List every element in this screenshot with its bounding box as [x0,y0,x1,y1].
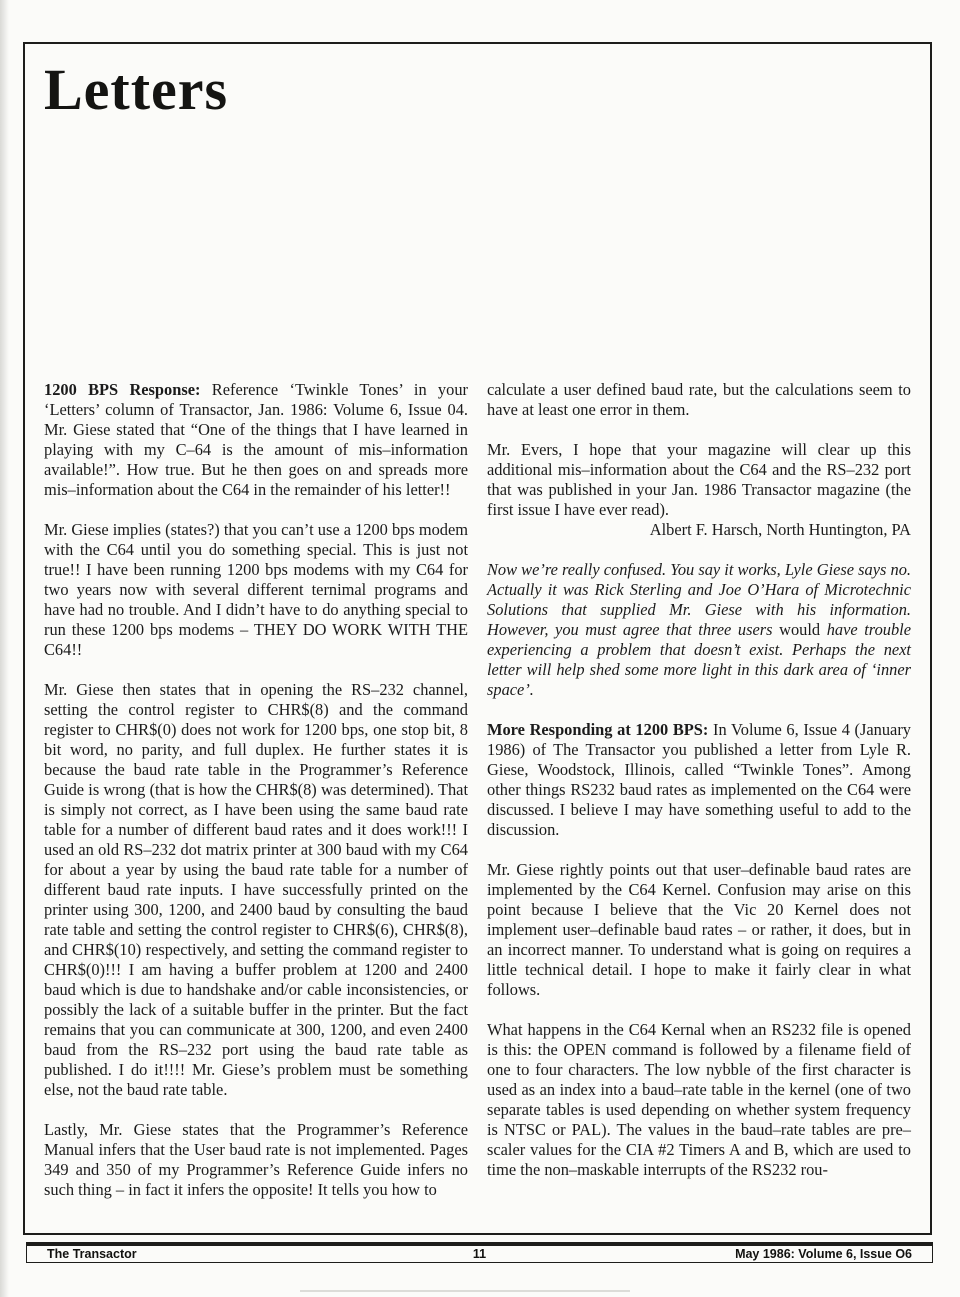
letter2-paragraph-3: What happens in the C64 Kernal when an RS232 file is opened is this: the OPEN command is followed by a filename field of one to four characters. The low nybble of the first character is used as an index into a baud–rate table in the kernel (one of two separate tables is used depending on whether system frequency is NTSC or PAL). The values in the baud–rate tables are pre–scaler values for the CIA #2 Timers A and B, which are used to time the non–maskable interrupts of the RS232 rou- [487,1020,911,1179]
letter1-paragraph-1 [44,380,468,500]
editor-note [487,560,911,700]
letter1-paragraph-2: Mr. Giese implies (states?) that you can’t use a 1200 bps modem with the C64 until you do something special. This is just not true!! I have been running 1200 bps modems with my C64 for two years now with several different ternimal programs and have had no trouble. And I didn’t have to do anything special to run these 1200 bps modems – THEY DO WORK WITH THE C64!! [44,520,468,659]
letter1-paragraph-5: calculate a user defined baud rate, but the calculations seem to have at least one error in them. [487,380,911,419]
editor-note-text-2: have trouble experiencing a problem that doesn’t exist. Perhaps the next letter will help shed some more light in this dark area of ‘inner space’. [487,620,911,699]
page-title: Letters [44,57,229,122]
letter1-paragraph-4: Lastly, Mr. Giese states that the Programmer’s Reference Manual infers that the User baud rate is not implemented. Pages 349 and 350 of my Programmer’s Reference Guide infers no such thing – in fact it infers the opposite! It tells you how to [44,1120,468,1199]
letter1-paragraph-3: Mr. Giese then states that in opening the RS–232 channel, setting the control register to CHR$(8) and the command register to CHR$(0) does not work for 1200 bps, one stop bit, 8 bit word, no parity, and full duplex. He further states it is because the baud rate table in the Programmer’s Reference Guide is wrong (that is how the CHR$(8) was determined). That is simply not correct, as I have been using the same baud rate table for a number of different baud rates and it does work!!! I used an old RS–232 dot matrix printer at 300 baud with my C64 for about a year by using the baud rate table for a number of different baud rate inputs. I have successfully printed on the printer using 300, 1200, and 2400 baud by consulting the baud rate table and setting the control register to CHR$(6), CHR$(8), and CHR$(10) respectively, and setting the command register to CHR$(0)!!! I am having a buffer problem at 1200 and 2400 baud which is due to handshake and/or cable inconsistencies, or possibly the lack of a suitable buffer in the printer. But the fact remains that you can communicate at 300, 1200, and even 2400 baud from the RS–232 port using the baud rate table as published. I do it!!!! Mr. Giese’s problem must be something else, not the baud rate table. [44,680,468,1099]
letter1-paragraph-6: Mr. Evers, I hope that your magazine will clear up this additional mis–information about the C64 and the RS–232 port that was published in your Jan. 1986 Transactor magazine (the first issue I have ever read). [487,440,911,519]
letter1-signature: Albert F. Harsch, North Huntington, PA [649,520,911,539]
letter2-paragraph-1-text: In Volume 6, Issue 4 (January 1986) of The Transactor you published a letter from Lyle R. Giese, Woodstock, Illinois, called “Twinkle Tones”. Among other things RS232 baud rates as implemented on the C64 were discussed. I believe I may have something useful to add to the discussion. [487,720,911,839]
scan-edge-shading [0,0,9,1297]
editor-note-emphasis: would [779,620,821,639]
scan-artifact-line [300,1290,630,1292]
letter2-heading: More Responding at 1200 BPS: [487,720,709,739]
right-column [487,380,911,1220]
letter2-paragraph-1 [487,720,911,840]
letter1-paragraph-1-text: Reference ‘Twinkle Tones’ in your ‘Letters’ column of Transactor, Jan. 1986: Volume 6, Issue 04. Mr. Giese stated that “One of the things that I have learned in playing with my C–64 is the amount of mis–information available!”. How true. But he then goes on and spreads more mis–information about the C64 in the remainder of his letter!! [44,380,468,499]
editor-note-text-1: Now we’re really confused. You say it works, Lyle Giese says no. Actually it was Rick Sterling and Joe O’Hara of Microtechnic Solutions that supplied Mr. Giese with his information. However, you must agree that three users [487,560,911,639]
letter2-paragraph-2: Mr. Giese rightly points out that user–definable baud rates are implemented by the C64 Kernel. Confusion may arise on this point because I believe that the Vic 20 Kernel does not implement user–definable baud rates – or rather, it does, but in an incorrect manner. To understand what is going on requires a little technical detail. I hope to make it fairly clear in what follows. [487,860,911,999]
letter1-heading: 1200 BPS Response: [44,380,201,399]
footer-issue-info: May 1986: Volume 6, Issue O6 [735,1247,912,1261]
left-column [44,380,468,1220]
letters-columns [44,380,911,1220]
page-footer [26,1242,933,1263]
footer-page-number: 11 [472,1247,487,1261]
footer-magazine-name: The Transactor [47,1247,137,1261]
page-frame [23,42,932,1235]
